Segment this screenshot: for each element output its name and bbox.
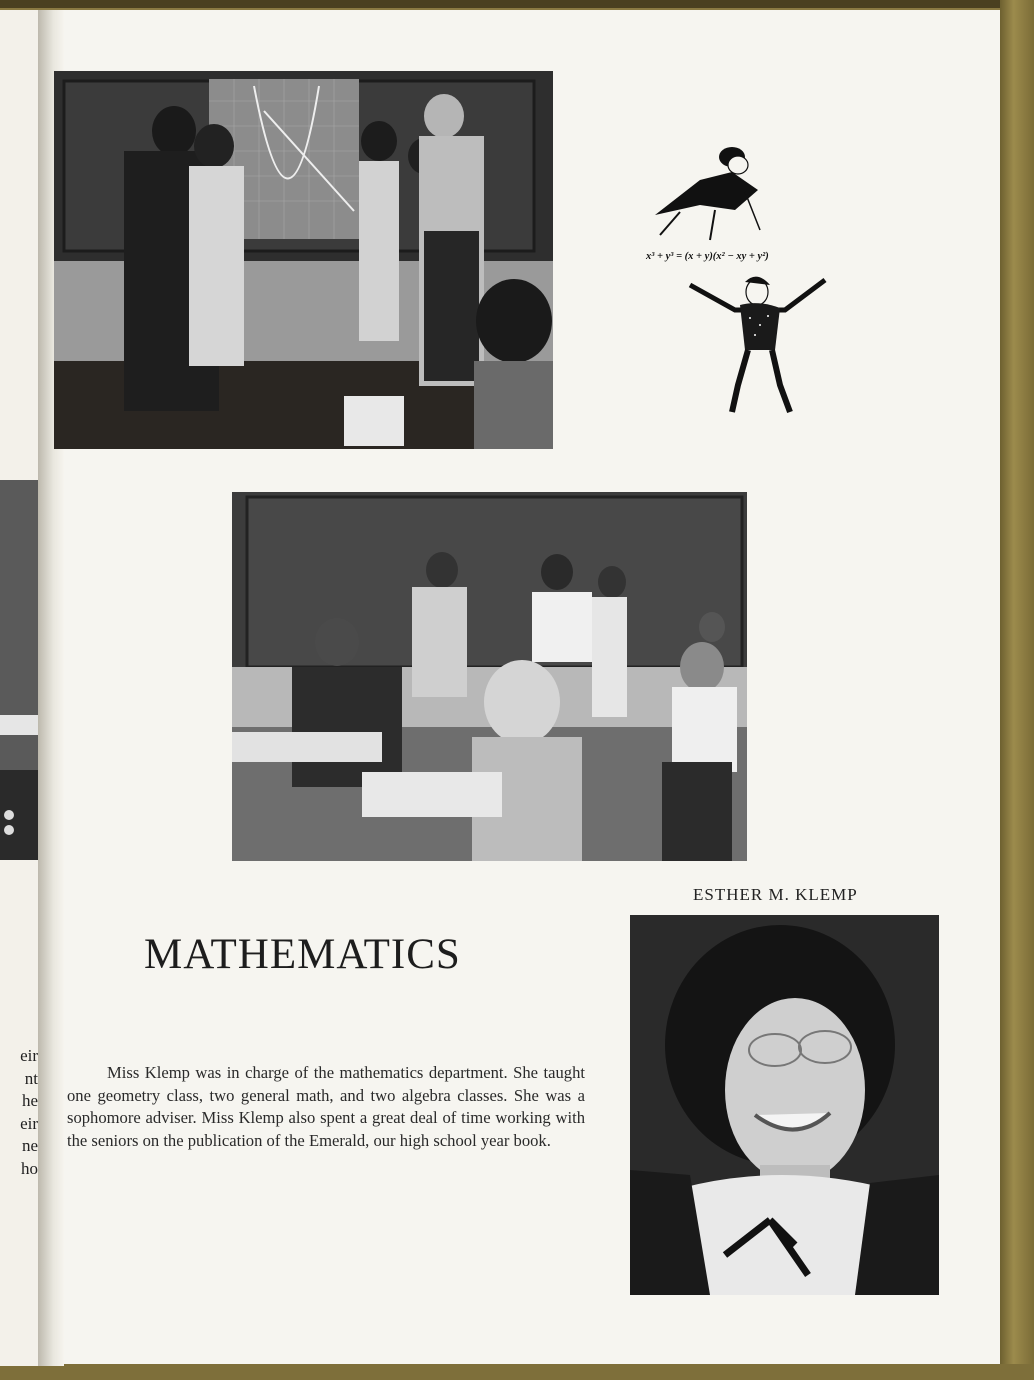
left-page-photo	[0, 480, 38, 860]
teacher-portrait-photo	[630, 915, 939, 1295]
illustration-equation: x³ + y³ = (x + y)(x² − xy + y²)	[646, 251, 769, 262]
text-fragment: he	[21, 1091, 38, 1110]
body-paragraph: Miss Klemp was in charge of the mathematics department. She taught one geometry class, two general math, and two algebra classes. She was a sophomore adviser. Miss Klemp also spent a great deal of time working with the seniors on the publication of the Emerald, our high school year book.	[67, 1063, 585, 1150]
section-title: MATHEMATICS	[144, 931, 461, 978]
text-fragment: ho	[21, 1158, 38, 1178]
text-fragment: eir	[20, 1046, 38, 1065]
photo-detail	[0, 715, 38, 735]
book-cover-top	[0, 0, 1034, 8]
photo-detail	[4, 810, 14, 820]
photo-detail	[4, 825, 14, 835]
text-fragment: eir	[20, 1113, 38, 1133]
teacher-name-caption: ESTHER M. KLEMP	[693, 885, 858, 904]
left-facing-page	[0, 10, 39, 1366]
text-fragment: ne	[21, 1136, 38, 1155]
left-page-text	[0, 1045, 38, 1180]
math-illustration	[640, 140, 920, 425]
classroom-desks-photo	[232, 492, 747, 861]
book-cover-bottom	[0, 1364, 1034, 1380]
text-fragment: nt	[24, 1068, 38, 1088]
classroom-blackboard-photo	[54, 71, 553, 449]
book-cover-edge	[1000, 0, 1034, 1380]
